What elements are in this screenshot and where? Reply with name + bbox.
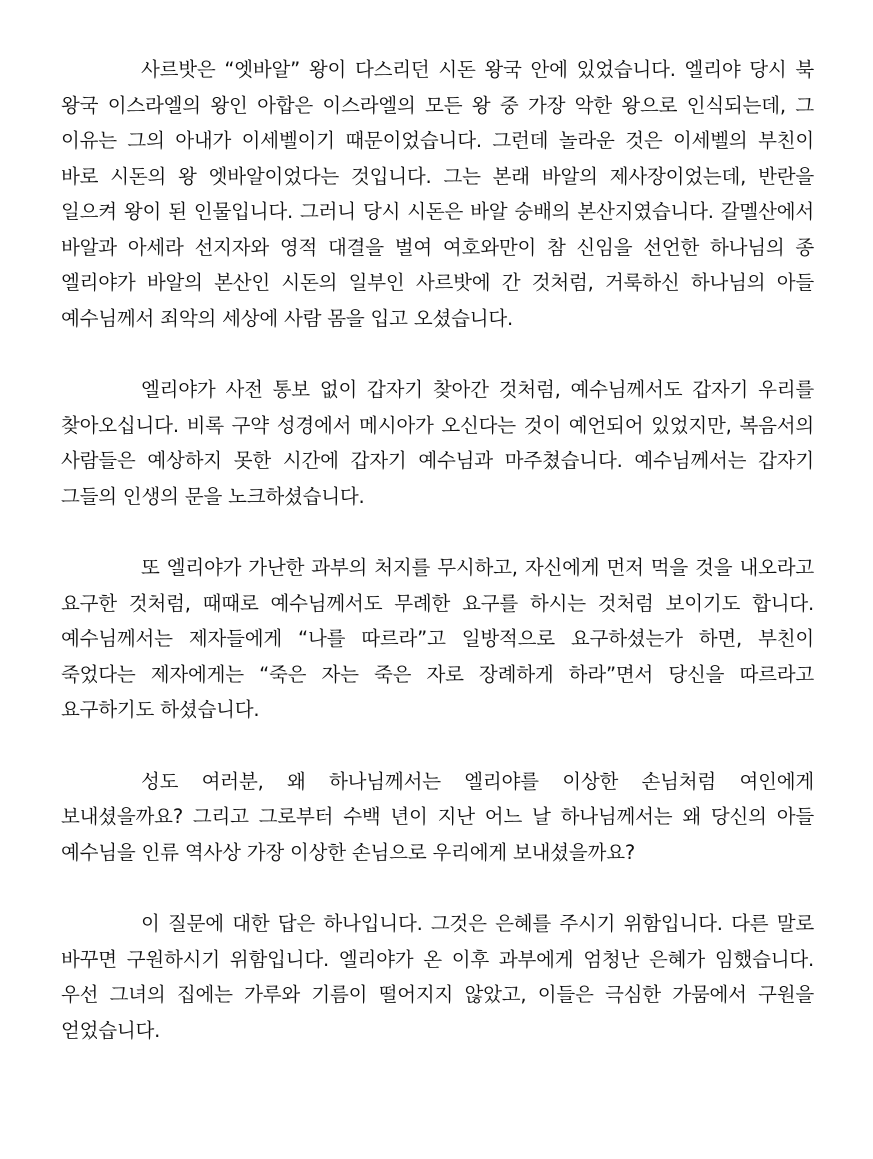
paragraph-rude-request: 또 엘리야가 가난한 과부의 처지를 무시하고, 자신에게 먼저 먹을 것을 내오라고 요구한 것처럼, 때때로 예수님께서도 무례한 요구를 하시는 것처럼 보이기도 합니다. 예수님께서는 제자들에게 “나를 따르라”고 일방적으로 요구하셨는가 하면, 부친이 죽었다는 제자에게는 “죽은 자는 죽은 자로 장례하게 하라”면서 당신을 따르라고 요구하기도 하셨습니다. <box>61 556 814 721</box>
document-page <box>61 52 814 1048</box>
paragraph-sarepta-sidon: 사르밧은 “엣바알” 왕이 다스리던 시돈 왕국 안에 있었습니다. 엘리야 당시 북 왕국 이스라엘의 왕인 아합은 이스라엘의 모든 왕 중 가장 악한 왕으로 인식되는데, 그 이유는 그의 아내가 이세벨이기 때문이었습니다. 그런데 놀라운 것은 이세벨의 부친이 바로 시돈의 왕 엣바알이었다는 것입니다. 그는 본래 바알의 제사장이었는데, 반란을 일으켜 왕이 된 인물입니다. 그러니 당시 시돈은 바알 숭배의 본산지였습니다. 갈멜산에서 바알과 아세라 선지자와 영적 대결을 벌여 여호와만이 참 신임을 선언한 하나님의 종 엘리야가 바알의 본산인 시돈의 일부인 사르밧에 간 것처럼, 거룩하신 하나님의 아들 예수님께서 죄악의 세상에 사람 몸을 입고 오셨습니다. <box>61 58 814 330</box>
paragraph-strange-guest-question: 성도 여러분, 왜 하나님께서는 엘리야를 이상한 손님처럼 여인에게 보내셨을까요? 그리고 그로부터 수백 년이 지난 어느 날 하나님께서는 왜 당신의 아들 예수님을 인류 역사상 가장 이상한 손님으로 우리에게 보내셨을까요? <box>61 769 815 864</box>
paragraph-sudden-visit: 엘리야가 사전 통보 없이 갑자기 찾아간 것처럼, 예수님께서도 갑자기 우리를 찾아오십니다. 비록 구약 성경에서 메시아가 오신다는 것이 예언되어 있었지만, 복음서의 사람들은 예상하지 못한 시간에 갑자기 예수님과 마주쳤습니다. 예수님께서는 갑자기 그들의 인생의 문을 노크하셨습니다. <box>61 378 814 508</box>
paragraph-grace-answer: 이 질문에 대한 답은 하나입니다. 그것은 은혜를 주시기 위함입니다. 다른 말로 바꾸면 구원하시기 위함입니다. 엘리야가 온 이후 과부에게 엄청난 은혜가 임했습니다. 우선 그녀의 집에는 가루와 기름이 떨어지지 않았고, 이들은 극심한 가뭄에서 구원을 얻었습니다. <box>61 912 814 1042</box>
